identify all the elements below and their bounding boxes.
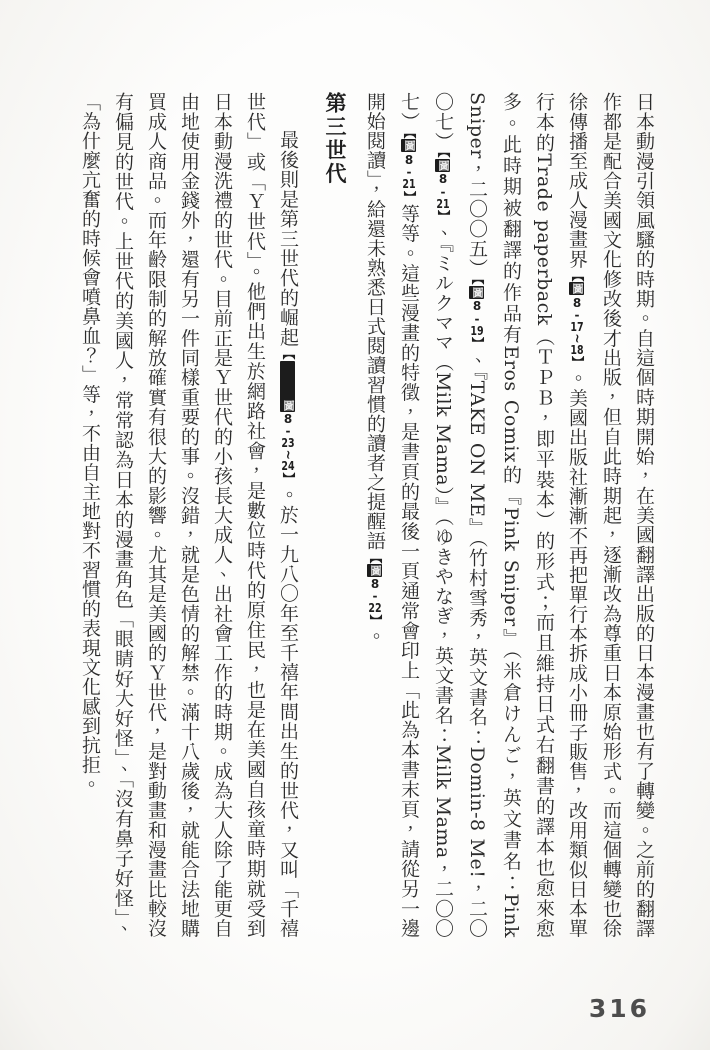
- figure-number: -: [406, 166, 412, 179]
- text-run: 。: [364, 626, 386, 646]
- figure-number: 18: [570, 343, 584, 356]
- figure-number: 21: [436, 197, 450, 210]
- figure-icon: 圖: [280, 361, 295, 412]
- figure-number: 8: [283, 412, 293, 425]
- figure-number: 8: [438, 173, 448, 186]
- figure-number: 24: [281, 460, 295, 473]
- figure-number: -: [574, 308, 580, 321]
- figure-reference: 【圖8-17~18】: [570, 268, 585, 369]
- figure-number: -: [440, 185, 446, 198]
- figure-number: -: [474, 312, 480, 325]
- figure-number: 21: [402, 178, 416, 191]
- paragraph-us-translation-shift: [358, 92, 660, 938]
- figure-icon: 圖: [369, 565, 382, 576]
- text-run: 、『ミルクママ（Milk Mama）』（ゆきやなぎ，英文書名：Milk Mama，二〇〇七）: [398, 92, 454, 938]
- figure-number: 19: [470, 325, 484, 338]
- text-run: 日本動漫引領風騷的時期。自這個時期開始，在美國翻譯出版的日本漫畫也有了轉變。之前的翻譯作都是配合美國文化修改後才出版，但自此時期起，逐漸改為尊重日本原始形式。而這個轉變也徐徐傳播至成人漫畫界: [566, 92, 655, 938]
- figure-number: 23: [281, 437, 295, 450]
- text-run: 最後則是第三世代的崛起: [277, 130, 299, 347]
- figure-number: -: [372, 590, 378, 602]
- figure-number: -: [285, 424, 291, 437]
- figure-icon: 圖: [471, 287, 484, 299]
- figure-icon: 圖: [437, 159, 450, 171]
- figure-number: 8: [404, 153, 414, 166]
- figure-reference: 【圖8-19】: [470, 278, 485, 351]
- figure-reference: 【圖8-22】: [368, 550, 383, 627]
- text-run: 等等。這些漫畫的特徵，是書頁的最後一頁通常會印上「此為本書末頁，請從另一邊開始閱讀」，給還未熟悉日式閱讀習慣的讀者之提醒語: [364, 92, 420, 938]
- figure-reference: 【圖8-23~24】: [281, 346, 296, 485]
- figure-number: 8: [370, 578, 380, 590]
- figure-number: 8: [472, 300, 482, 313]
- figure-number: 17: [570, 320, 584, 333]
- figure-number: 8: [572, 296, 582, 309]
- text-run: 。於一九八〇年至千禧年間出生的世代，又叫「千禧世代」或「Ｙ世代」。他們出生於網路社會，是數位時代的原住民，也是在美國自孩童時期就受到日本動漫洗禮的世代。目前正是Ｙ世代的小孩長大成人、出社會工作的時期。成為大人除了能更自由地使用金錢外，還有另一件同樣重要的事。沒錯，就是色情的解禁。滿十八歲後，就能合法地購買成人商品。而年齡限制的解放確實有很大的影響。尤其是美國的Ｙ世代，是對動畫和漫畫比較沒有偏見的世代。上世代的美國人，常常認為日本的漫畫角色「眼睛好大好怪」、「沒有鼻子好怪」、「為什麼亢奮的時候會噴鼻血？」等，不由自主地對不習慣的表現文化感到抗拒。: [79, 92, 299, 939]
- figure-reference: 【圖8-21】: [436, 151, 451, 223]
- figure-reference: 【圖8-21】: [402, 131, 417, 204]
- section-heading-third-generation: 第三世代: [323, 92, 348, 186]
- page-text: [73, 92, 660, 938]
- paragraph-third-generation: [73, 92, 305, 938]
- text-run: 、『TAKE ON ME』（竹村雪秀，英文書名：Domin-8 Me!，二〇〇七）: [432, 92, 488, 938]
- figure-number: 22: [368, 602, 382, 614]
- figure-icon: 圖: [571, 283, 584, 295]
- text-run: 。美國出版社漸漸不再把單行本拆成小冊子販售，改用類似日本單行本的Trade paperback（ＴＰＢ，即平裝本）的形式；而且維持日式右翻書的譯本也愈來愈多。此時期被翻譯的作品有Eros Comix的『Pink Sniper』（米倉けんご，英文書名：Pink Sniper，二〇〇五）: [466, 92, 588, 939]
- figure-icon: 圖: [403, 140, 416, 152]
- page-number: 316: [588, 994, 650, 1023]
